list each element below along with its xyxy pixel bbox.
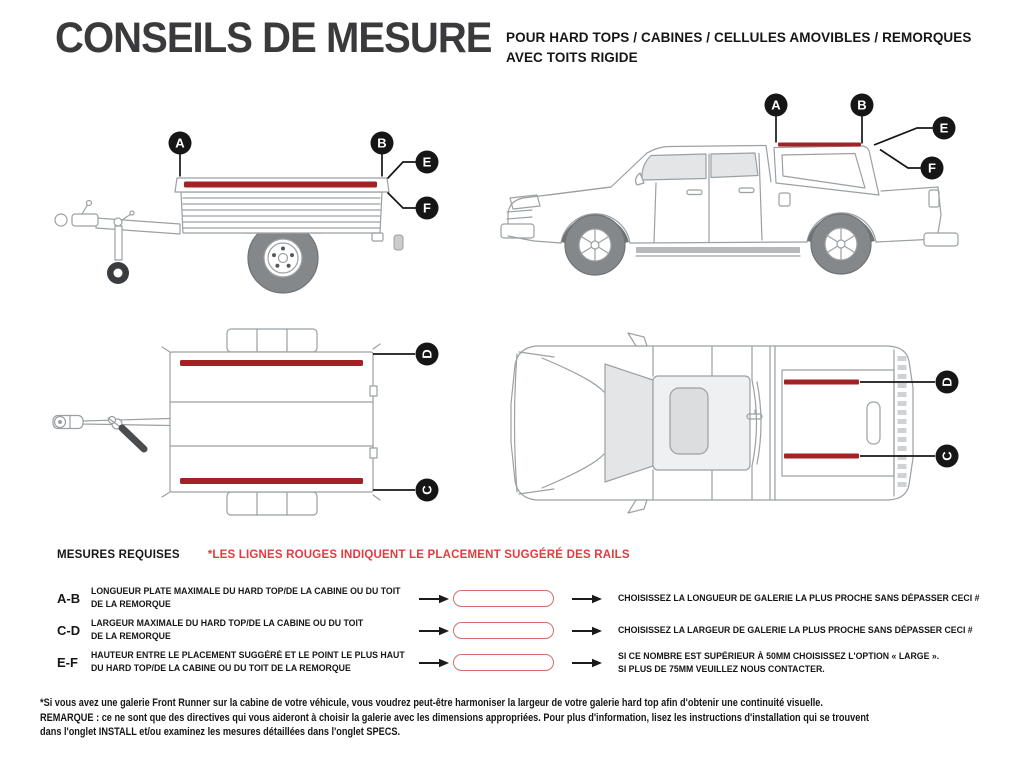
svg-text:B: B [857,97,867,113]
measurement-instruction [618,592,1011,605]
truck-side-view-diagram [490,85,990,300]
measurement-value-field [453,654,554,671]
footnote-line: REMARQUE : ce ne sont que des directives qui vous aideront à choisir la galerie avec les dimensions appropriées. Pour plus d'information, lisez les instructions d'installation qui se trouvent [40,711,870,724]
footnote-line: dans l'onglet INSTALL et/ou examinez les mesures détaillées dans l'onglet SPECS. [40,726,401,739]
arrow-right-icon [572,626,602,636]
svg-text:E: E [422,154,432,170]
svg-text:A: A [175,135,185,151]
measurements-section [57,549,1010,681]
measurement-key: C-D [57,623,81,638]
trailer-top-drawbar [53,416,170,450]
measurement-key: A-B [57,591,81,606]
truck-cab-windows [636,153,762,243]
arrow-right-icon [572,658,602,668]
svg-text:A: A [771,97,781,113]
suggested-rail-line [784,454,859,459]
truck-rear-wheel [811,214,871,274]
measurement-row-cd [57,617,1010,644]
page-subtitle [506,28,972,68]
label-e-marker [388,151,439,179]
subtitle-line-1: POUR HARD TOPS / CABINES / CELLULES AMOVIBLES / REMORQUES [506,30,972,45]
description-line: LONGUEUR PLATE MAXIMALE DU HARD TOP/DE LA CABINE OU DU TOIT [91,586,401,597]
svg-text:C: C [939,451,955,461]
label-c-marker [373,479,439,502]
instruction-line: CHOISISSEZ LA LONGUEUR DE GALERIE LA PLUS PROCHE SANS DÉPASSER CECI # [618,593,980,604]
label-e-marker [874,117,956,146]
svg-text:B: B [377,135,387,151]
description-line: DE LA REMORQUE [91,630,171,642]
footnote-line: *Si vous avez une galerie Front Runner sur la cabine de votre véhicule, vous voudrez peut-être harmoniser la largeur de votre galerie hard top afin d'obtenir une continuité visuelle. [40,697,823,709]
measurement-value-field [453,622,554,639]
measurements-title: MESURES REQUISES [57,549,180,561]
label-a-marker [765,94,788,143]
label-f-marker [388,193,439,220]
page-title: CONSEILS DE MESURE [55,14,492,62]
measurement-key: E-F [57,655,78,670]
description-line: DU HARD TOP/DE LA CABINE OU DU TOIT DE LA REMORQUE [91,662,351,674]
suggested-rail-line [784,380,859,385]
measurement-row-ab [57,585,1010,612]
truck-canopy [774,146,879,195]
svg-text:C: C [419,485,435,495]
arrow-right-icon [419,626,449,636]
measurement-description [91,586,415,611]
measurements-header [57,549,1010,561]
measurement-instruction [618,650,967,676]
label-b-marker [371,132,394,177]
svg-text:D: D [939,377,955,387]
measurement-description [91,650,415,675]
label-a-marker [169,132,192,177]
measurement-value-field [453,590,554,607]
instruction-line: SI CE NOMBRE EST SUPÉRIEUR À 50MM CHOISISSEZ L'OPTION « LARGE ». [618,650,940,662]
label-b-marker [851,94,874,144]
arrow-right-icon [419,658,449,668]
svg-text:F: F [928,160,936,176]
svg-text:F: F [423,200,431,216]
trailer-side-view-diagram [30,100,460,315]
description-line: HAUTEUR ENTRE LE PLACEMENT SUGGÉRÉ ET LE POINT LE PLUS HAUT [91,650,405,661]
arrow-right-icon [572,594,602,604]
suggested-rail-line [778,143,861,147]
description-line: LARGEUR MAXIMALE DU HARD TOP/DE LA CABINE OU DU TOIT [91,618,364,629]
truck-front-wheel [565,215,625,275]
footnote [40,696,1015,740]
suggested-rail-line [180,478,363,484]
subtitle-line-2: AVEC TOITS RIGIDE [506,50,638,65]
label-f-marker [880,150,944,180]
description-line: DE LA REMORQUE [91,598,171,610]
arrow-right-icon [419,594,449,604]
instruction-line: CHOISISSEZ LA LARGEUR DE GALERIE LA PLUS PROCHE SANS DÉPASSER CECI # [618,625,973,636]
instruction-line: SI PLUS DE 75MM VEUILLEZ NOUS CONTACTER. [618,663,825,675]
trailer-top-body [162,344,380,500]
measurement-description [91,618,415,643]
label-d-marker [373,343,439,366]
measurement-instruction [618,624,1004,637]
measurement-row-ef [57,649,1010,676]
truck-top-view-diagram [490,330,990,530]
suggested-rail-line [184,182,377,188]
suggested-rail-line [180,360,363,366]
svg-text:E: E [939,120,949,136]
trailer-top-view-diagram [30,324,460,539]
red-lines-note: *LES LIGNES ROUGES INDIQUENT LE PLACEMENT SUGGÉRÉ DES RAILS [207,549,630,561]
svg-text:D: D [419,349,435,359]
